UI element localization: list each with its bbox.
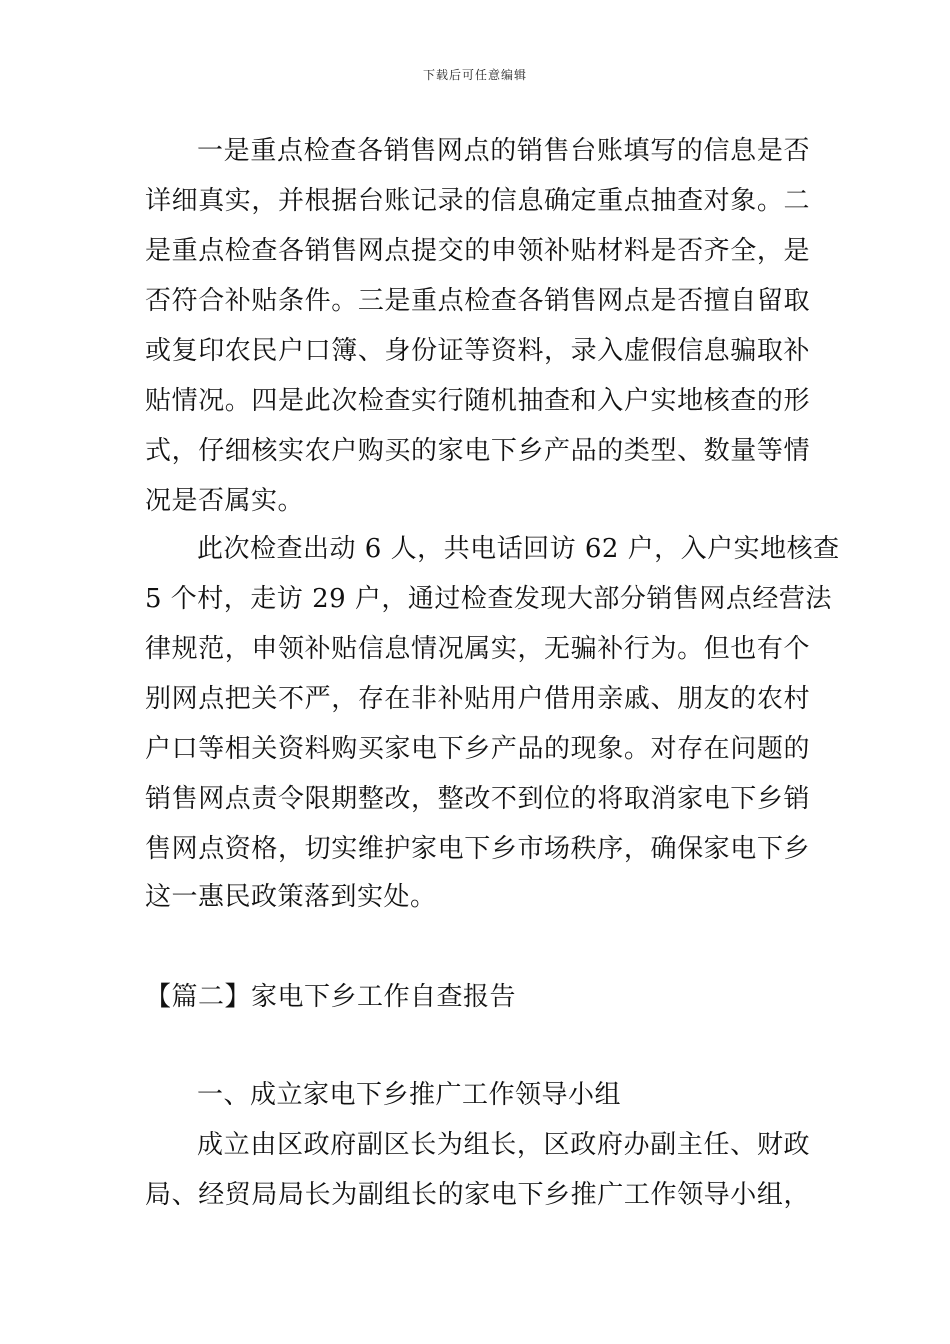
paragraph-line: 此次检查出动 6 人，共电话回访 62 户，入户实地核查 <box>197 534 840 564</box>
paragraph-line: 贴情况。四是此次检查实行随机抽查和入户实地核查的形 <box>145 386 810 416</box>
paragraph-line: 律规范，申领补贴信息情况属实，无骗补行为。但也有个 <box>145 634 810 664</box>
paragraph-line: 一是重点检查各销售网点的销售台账填写的信息是否 <box>197 136 810 166</box>
paragraph-line: 成立由区政府副区长为组长，区政府办副主任、财政 <box>197 1130 810 1160</box>
paragraph-line: 详细真实，并根据台账记录的信息确定重点抽查对象。二 <box>145 186 810 216</box>
paragraph-line: 这一惠民政策落到实处。 <box>145 882 437 912</box>
paragraph-line: 销售网点责令限期整改，整改不到位的将取消家电下乡销 <box>145 784 810 814</box>
paragraph-line: 是重点检查各销售网点提交的申领补贴材料是否齐全，是 <box>145 236 810 266</box>
paragraph-line: 局、经贸局局长为副组长的家电下乡推广工作领导小组， <box>145 1180 810 1210</box>
paragraph-line: 或复印农民户口簿、身份证等资料，录入虚假信息骗取补 <box>145 336 810 366</box>
paragraph-line: 别网点把关不严，存在非补贴用户借用亲戚、朋友的农村 <box>145 684 810 714</box>
paragraph-line: 式，仔细核实农户购买的家电下乡产品的类型、数量等情 <box>145 436 810 466</box>
paragraph-line: 否符合补贴条件。三是重点检查各销售网点是否擅自留取 <box>145 286 810 316</box>
paragraph-line: 5 个村，走访 29 户，通过检查发现大部分销售网点经营法 <box>145 584 832 614</box>
paragraph-line: 况是否属实。 <box>145 486 305 516</box>
section-title: 【篇二】家电下乡工作自查报告 <box>145 982 517 1012</box>
paragraph-line: 售网点资格，切实维护家电下乡市场秩序，确保家电下乡 <box>145 834 810 864</box>
subsection-title: 一、成立家电下乡推广工作领导小组 <box>197 1080 622 1110</box>
paragraph-line: 户口等相关资料购买家电下乡产品的现象。对存在问题的 <box>145 734 810 764</box>
page-header-note: 下载后可任意编辑 <box>422 68 527 82</box>
